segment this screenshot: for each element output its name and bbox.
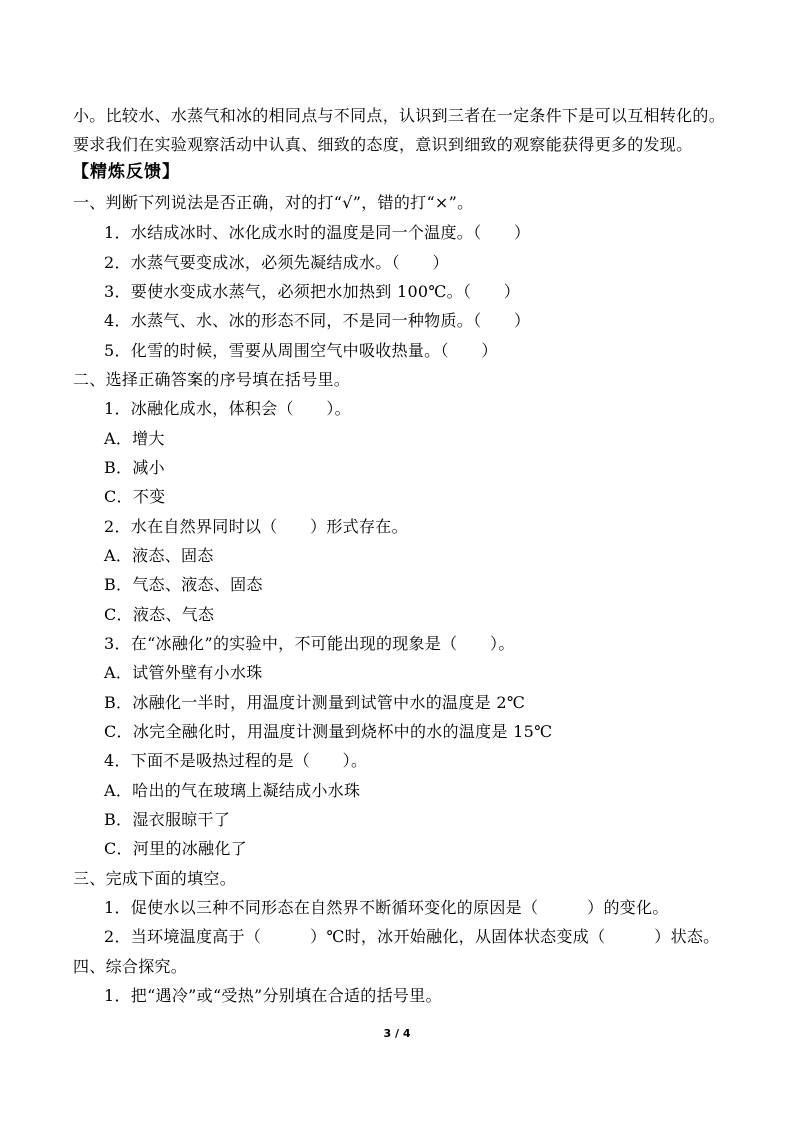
choice-question: 1．冰融化成水，体积会（ ）。: [104, 399, 351, 418]
page-number: 3 / 4: [383, 1027, 411, 1040]
intro-line-2: 要求我们在实验观察活动中认真、细致的态度，意识到细致的观察能获得更多的发现。: [73, 135, 693, 154]
judge-item: 3．要使水变成水蒸气，必须把水加热到 100℃。（ ）: [104, 282, 521, 301]
choice-question: 4．下面不是吸热过程的是（ ）。: [104, 751, 368, 770]
judge-item: 1．水结成冰时、冰化成水时的温度是同一个温度。（ ）: [104, 223, 531, 242]
section3-title: 三、完成下面的填空。: [73, 869, 237, 888]
choice-option: A．哈出的气在玻璃上凝结成小水珠: [104, 781, 361, 800]
fill-item: 1．促使水以三种不同形态在自然界不断循环变化的原因是（ ）的变化。: [104, 898, 669, 917]
choice-question: 2．水在自然界同时以（ ）形式存在。: [104, 517, 408, 536]
section2-title: 二、选择正确答案的序号填在括号里。: [73, 370, 351, 389]
choice-option: A．液态、固态: [104, 546, 214, 565]
section-heading: 【精炼反馈】: [72, 162, 180, 182]
judge-item: 2．水蒸气要变成冰，必须先凝结成水。（ ）: [104, 253, 449, 272]
choice-option: B．冰融化一半时，用温度计测量到试管中水的温度是 2℃: [104, 693, 526, 712]
section1-title: 一、判断下列说法是否正确，对的打“√”，错的打“×”。: [73, 193, 474, 212]
choice-option: C．河里的冰融化了: [104, 839, 247, 858]
explore-item: 1．把“遇冷”或“受热”分别填在合适的括号里。: [104, 986, 442, 1005]
choice-option: B．气态、液态、固态: [104, 575, 263, 594]
choice-option: C．冰完全融化时，用温度计测量到烧杯中的水的温度是 15℃: [104, 722, 553, 741]
judge-item: 4．水蒸气、水、冰的形态不同，不是同一种物质。（ ）: [104, 311, 531, 330]
intro-line-1: 小。比较水、水蒸气和冰的相同点与不同点，认识到三者在一定条件下是可以互相转化的。: [73, 106, 726, 125]
choice-option: B．减小: [104, 458, 165, 477]
choice-question: 3．在“冰融化”的实验中，不可能出现的现象是（ ）。: [104, 634, 515, 653]
choice-option: C．液态、气态: [104, 605, 215, 624]
choice-option: A．增大: [104, 429, 165, 448]
choice-option: A．试管外壁有小水珠: [104, 663, 263, 682]
judge-item: 5．化雪的时候，雪要从周围空气中吸收热量。（ ）: [104, 341, 498, 360]
choice-option: C．不变: [104, 487, 166, 506]
choice-option: B．湿衣服晾干了: [104, 810, 231, 829]
fill-item: 2．当环境温度高于（ ）℃时，冰开始融化，从固体状态变成（ ）状态。: [104, 927, 720, 946]
section4-title: 四、综合探究。: [73, 957, 188, 976]
